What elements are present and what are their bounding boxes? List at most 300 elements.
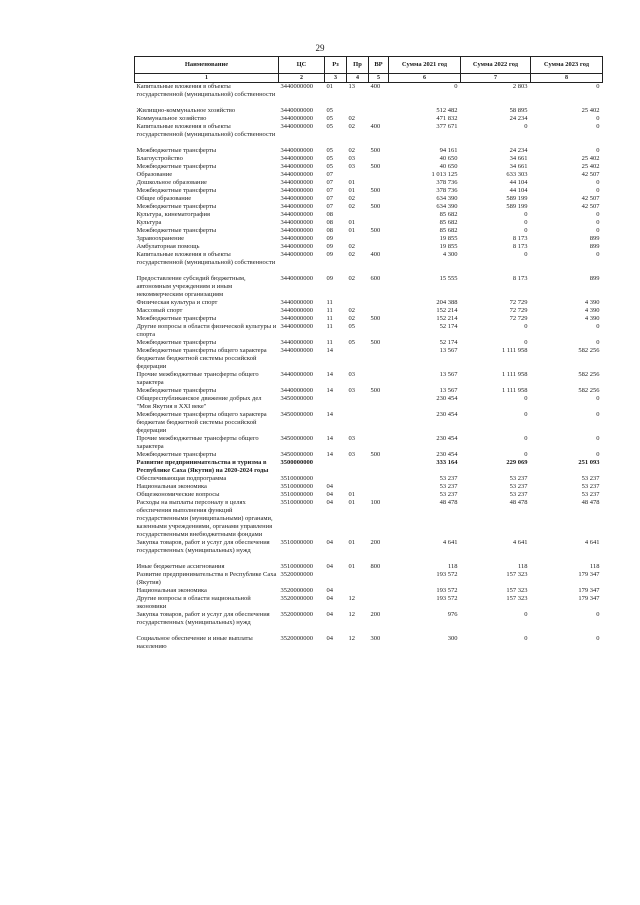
row-vr	[369, 587, 389, 595]
row-rz: 14	[326, 371, 333, 378]
row-sum-2021: 0	[454, 83, 458, 90]
row-name: Иные бюджетные ассигнования	[136, 563, 225, 570]
row-sum-2023: 4 641	[584, 539, 600, 546]
row-sum-2021: 1 013 125	[431, 171, 458, 178]
table-row	[135, 251, 603, 275]
row-pr	[347, 211, 369, 219]
table-row	[135, 611, 603, 635]
row-sum-2023: 4 390	[584, 307, 600, 314]
row-cs: 3500000000	[280, 459, 313, 466]
row-pr: 02	[348, 243, 355, 250]
row-name: Развитие предпринимательства и туризма в Республике Саха (Якутия) на 2020-2024 годы	[136, 459, 269, 474]
row-sum-2022: 1 111 958	[501, 371, 528, 378]
row-sum-2021: 193 572	[436, 595, 458, 602]
row-name: Общереспубликанское движение добрых дел "Моя Якутия в XXI веке"	[136, 395, 262, 410]
row-cs: 3440000000	[280, 107, 313, 114]
row-vr: 400	[370, 251, 381, 258]
row-name: Дошкольное образование	[136, 179, 207, 186]
row-sum-2021: 230 454	[436, 411, 458, 418]
row-name: Закупка товаров, работ и услуг для обеспечения государственных (муниципальных) нужд	[136, 611, 270, 626]
row-name: Межбюджетные трансферты	[136, 163, 217, 170]
row-sum-2022: 157 323	[506, 587, 528, 594]
row-vr	[369, 459, 389, 475]
row-sum-2022: 1 111 958	[501, 347, 528, 354]
row-cs: 3440000000	[280, 251, 313, 258]
row-sum-2022: 1 111 958	[501, 387, 528, 394]
row-rz: 09	[326, 235, 333, 242]
row-vr	[369, 595, 389, 611]
row-name: Культура, кинематография	[136, 211, 210, 218]
table-row	[135, 299, 603, 307]
row-pr: 01	[348, 499, 355, 506]
row-sum-2023: 0	[596, 451, 600, 458]
row-sum-2022: 8 173	[512, 275, 528, 282]
table-row	[135, 83, 603, 108]
row-rz: 14	[326, 411, 333, 418]
row-vr	[369, 219, 389, 227]
row-sum-2023: 0	[596, 251, 600, 258]
row-cs: 3440000000	[280, 147, 313, 154]
row-cs: 3440000000	[280, 243, 313, 250]
row-sum-2023: 4 390	[584, 315, 600, 322]
row-vr	[369, 195, 389, 203]
page-number: 29	[315, 43, 325, 53]
row-sum-2022: 589 199	[506, 195, 528, 202]
table-row	[135, 195, 603, 203]
row-vr: 400	[370, 83, 381, 90]
row-cs: 3520000000	[280, 595, 313, 602]
row-sum-2021: 471 832	[436, 115, 458, 122]
row-pr: 13	[348, 83, 355, 90]
row-name: Межбюджетные трансферты общего характера бюджетам бюджетной системы российской федерации	[136, 347, 267, 370]
row-sum-2021: 13 567	[439, 371, 458, 378]
row-pr: 02	[348, 195, 355, 202]
row-cs: 3510000000	[280, 483, 313, 490]
row-sum-2021: 634 390	[436, 203, 458, 210]
row-cs: 3440000000	[280, 211, 313, 218]
row-sum-2023: 53 237	[581, 491, 600, 498]
column-number: 6	[389, 74, 461, 83]
table-row	[135, 171, 603, 179]
row-sum-2021: 377 671	[436, 123, 458, 130]
row-pr: 02	[348, 275, 355, 282]
row-pr: 12	[348, 611, 355, 618]
table-row	[135, 227, 603, 235]
row-sum-2022: 0	[524, 435, 528, 442]
row-vr: 500	[370, 315, 381, 322]
row-sum-2022: 0	[524, 219, 528, 226]
row-pr: 03	[348, 163, 355, 170]
row-rz: 11	[326, 339, 333, 346]
column-number: 4	[347, 74, 369, 83]
row-pr: 01	[348, 563, 355, 570]
row-sum-2023: 0	[596, 219, 600, 226]
row-sum-2023: 25 402	[581, 155, 600, 162]
table-row	[135, 451, 603, 459]
row-name: Капитальные вложения в объекты государственной (муниципальной) собственности	[136, 251, 276, 266]
row-sum-2023: 0	[596, 187, 600, 194]
row-sum-2021: 118	[447, 563, 458, 570]
row-vr	[369, 115, 389, 123]
row-vr	[369, 235, 389, 243]
header-cs: ЦС	[279, 57, 325, 74]
row-vr	[369, 107, 389, 115]
row-sum-2021: 204 388	[436, 299, 458, 306]
table-row	[135, 179, 603, 187]
budget-table	[134, 56, 603, 651]
row-cs: 3440000000	[280, 387, 313, 394]
header-sum-2023: Сумма 2023 год	[531, 57, 603, 74]
row-sum-2021: 13 567	[439, 387, 458, 394]
row-pr: 01	[348, 187, 355, 194]
table-row	[135, 475, 603, 483]
row-sum-2023: 0	[596, 635, 600, 642]
row-cs: 3440000000	[280, 275, 313, 282]
row-sum-2023: 0	[596, 323, 600, 330]
row-rz: 08	[326, 227, 333, 234]
row-sum-2021: 85 682	[439, 227, 458, 234]
row-rz: 14	[326, 435, 333, 442]
row-sum-2023: 0	[596, 411, 600, 418]
row-pr	[347, 571, 369, 587]
row-cs: 3440000000	[280, 323, 313, 330]
row-vr	[369, 307, 389, 315]
row-sum-2022: 0	[524, 451, 528, 458]
row-cs: 3510000000	[280, 539, 313, 546]
row-sum-2022: 0	[524, 635, 528, 642]
table-row	[135, 147, 603, 155]
row-sum-2022: 157 323	[506, 571, 528, 578]
row-vr	[369, 371, 389, 387]
row-name: Межбюджетные трансферты	[136, 339, 217, 346]
row-rz: 11	[326, 299, 333, 306]
row-sum-2023: 42 507	[581, 195, 600, 202]
row-name: Культура	[136, 219, 162, 226]
row-name: Амбулаторная помощь	[136, 243, 200, 250]
row-name: Межбюджетные трансферты	[136, 187, 217, 194]
row-sum-2022: 72 729	[509, 299, 528, 306]
row-name: Закупка товаров, работ и услуг для обеспечения государственных (муниципальных) нужд	[136, 539, 270, 554]
row-pr	[347, 459, 369, 475]
row-sum-2023: 0	[596, 147, 600, 154]
table-row	[135, 211, 603, 219]
row-cs: 3440000000	[280, 155, 313, 162]
budget-table-container	[134, 56, 602, 651]
table-row	[135, 339, 603, 347]
row-name: Социальное обеспечение и иные выплаты населению	[136, 635, 253, 650]
row-sum-2021: 13 567	[439, 347, 458, 354]
row-vr	[369, 299, 389, 307]
table-body	[135, 83, 603, 652]
row-rz: 09	[326, 275, 333, 282]
row-pr	[347, 299, 369, 307]
row-rz: 07	[326, 171, 333, 178]
row-vr: 200	[370, 611, 381, 618]
row-name: Национальная экономика	[136, 587, 207, 594]
row-pr: 02	[348, 123, 355, 130]
row-cs: 3510000000	[280, 475, 313, 482]
row-name: Межбюджетные трансферты	[136, 203, 217, 210]
row-name: Жилищно-коммунальное хозяйство	[136, 107, 236, 114]
row-sum-2022: 0	[524, 227, 528, 234]
table-row	[135, 115, 603, 123]
row-rz: 05	[326, 147, 333, 154]
row-sum-2022: 34 661	[509, 163, 528, 170]
table-row	[135, 155, 603, 163]
row-sum-2023: 53 237	[581, 483, 600, 490]
row-sum-2021: 152 214	[436, 315, 458, 322]
header-pr: Пр	[347, 57, 369, 74]
row-name: Благоустройство	[136, 155, 183, 162]
row-sum-2021: 48 478	[439, 499, 458, 506]
row-vr	[369, 435, 389, 451]
row-sum-2021: 976	[447, 611, 458, 618]
row-cs: 3440000000	[280, 235, 313, 242]
row-sum-2023: 179 347	[578, 595, 600, 602]
row-name: Общее образование	[136, 195, 192, 202]
column-number: 2	[279, 74, 325, 83]
row-rz: 04	[326, 483, 333, 490]
row-vr: 800	[370, 563, 381, 570]
column-number: 7	[461, 74, 531, 83]
row-sum-2021: 634 390	[436, 195, 458, 202]
row-sum-2023: 0	[596, 211, 600, 218]
row-pr	[347, 107, 369, 115]
row-sum-2022: 4 641	[512, 539, 528, 546]
row-cs: 3450000000	[280, 395, 313, 402]
row-vr: 100	[370, 499, 381, 506]
row-rz: 05	[326, 163, 333, 170]
row-vr: 500	[370, 387, 381, 394]
table-row	[135, 163, 603, 171]
row-pr	[347, 347, 369, 371]
row-pr: 03	[348, 387, 355, 394]
row-pr: 03	[348, 435, 355, 442]
row-sum-2021: 52 174	[439, 323, 458, 330]
row-cs: 3520000000	[280, 635, 313, 642]
row-name: Другие вопросы в области физической культуры и спорта	[136, 323, 277, 338]
row-cs: 3440000000	[280, 179, 313, 186]
row-sum-2023: 582 256	[578, 387, 600, 394]
row-rz: 04	[326, 635, 333, 642]
row-name: Коммунальное хозяйство	[136, 115, 207, 122]
row-sum-2023: 0	[596, 115, 600, 122]
row-pr	[347, 411, 369, 435]
table-row	[135, 347, 603, 371]
table-row	[135, 635, 603, 651]
row-rz: 05	[326, 115, 333, 122]
row-rz: 04	[326, 587, 333, 594]
row-sum-2022: 0	[524, 251, 528, 258]
row-cs: 3440000000	[280, 227, 313, 234]
row-pr: 03	[348, 371, 355, 378]
row-sum-2021: 230 454	[436, 395, 458, 402]
row-sum-2022: 53 237	[509, 475, 528, 482]
table-row	[135, 595, 603, 611]
column-number: 3	[325, 74, 347, 83]
row-sum-2022: 633 303	[506, 171, 528, 178]
row-rz: 09	[326, 251, 333, 258]
row-vr	[369, 483, 389, 491]
row-rz: 07	[326, 179, 333, 186]
row-sum-2022: 229 069	[506, 459, 528, 466]
row-rz: 04	[326, 563, 333, 570]
row-name: Межбюджетные трансферты общего характера бюджетам бюджетной системы российской федерации	[136, 411, 267, 434]
table-row	[135, 123, 603, 147]
row-vr	[369, 179, 389, 187]
row-sum-2022: 24 234	[509, 147, 528, 154]
row-vr: 400	[370, 123, 381, 130]
row-cs: 3440000000	[280, 203, 313, 210]
table-row	[135, 491, 603, 499]
table-row	[135, 435, 603, 451]
row-sum-2021: 378 736	[436, 179, 458, 186]
row-rz: 08	[326, 211, 333, 218]
header-vr: ВР	[369, 57, 389, 74]
row-pr: 12	[348, 635, 355, 642]
row-rz: 05	[326, 155, 333, 162]
header-sum-2022: Сумма 2022 год	[461, 57, 531, 74]
row-sum-2022: 48 478	[509, 499, 528, 506]
table-row	[135, 539, 603, 563]
row-sum-2021: 378 736	[436, 187, 458, 194]
row-sum-2021: 53 237	[439, 483, 458, 490]
row-sum-2023: 25 402	[581, 107, 600, 114]
row-sum-2021: 94 161	[439, 147, 458, 154]
table-row	[135, 459, 603, 475]
row-sum-2023: 42 507	[581, 171, 600, 178]
row-name: Расходы на выплаты персоналу в целях обеспечения выполнения функций государственными (муниципальными) органами, казенными учреждениями, органами управления государственными внебюджетными фондами	[136, 499, 273, 538]
row-pr: 02	[348, 203, 355, 210]
row-cs: 3450000000	[280, 411, 313, 418]
row-sum-2022: 8 173	[512, 243, 528, 250]
table-row	[135, 411, 603, 435]
table-row	[135, 499, 603, 539]
row-rz: 04	[326, 491, 333, 498]
row-sum-2021: 333 164	[436, 459, 458, 466]
table-row	[135, 307, 603, 315]
row-name: Образование	[136, 171, 173, 178]
row-sum-2023: 42 507	[581, 203, 600, 210]
row-sum-2022: 2 803	[512, 83, 528, 90]
row-pr: 02	[348, 315, 355, 322]
row-sum-2023: 4 390	[584, 299, 600, 306]
table-row	[135, 275, 603, 299]
row-vr: 500	[370, 187, 381, 194]
row-sum-2022: 58 895	[509, 107, 528, 114]
row-cs: 3440000000	[280, 347, 313, 354]
row-rz: 04	[326, 611, 333, 618]
row-rz: 07	[326, 187, 333, 194]
row-cs: 3510000000	[280, 499, 313, 506]
row-rz: 05	[326, 107, 333, 114]
table-row	[135, 235, 603, 243]
table-header	[135, 57, 603, 83]
row-rz: 14	[326, 347, 333, 354]
row-rz: 14	[326, 387, 333, 394]
row-vr	[369, 475, 389, 483]
row-rz: 04	[326, 499, 333, 506]
row-rz	[325, 395, 347, 411]
table-row	[135, 203, 603, 211]
row-vr: 500	[370, 163, 381, 170]
row-cs: 3440000000	[280, 371, 313, 378]
row-sum-2021: 40 650	[439, 163, 458, 170]
row-cs: 3510000000	[280, 491, 313, 498]
row-pr	[347, 395, 369, 411]
row-sum-2021: 40 650	[439, 155, 458, 162]
row-name: Прочие межбюджетные трансферты общего характера	[136, 371, 259, 386]
row-sum-2022: 157 323	[506, 595, 528, 602]
row-pr: 01	[348, 227, 355, 234]
row-name: Межбюджетные трансферты	[136, 387, 217, 394]
row-sum-2021: 85 682	[439, 211, 458, 218]
row-sum-2023: 251 093	[578, 459, 600, 466]
row-pr: 02	[348, 115, 355, 122]
row-sum-2023: 0	[596, 435, 600, 442]
row-sum-2023: 0	[596, 395, 600, 402]
row-sum-2021: 19 855	[439, 235, 458, 242]
table-row	[135, 395, 603, 411]
row-pr	[347, 483, 369, 491]
row-vr	[369, 411, 389, 435]
row-vr: 500	[370, 339, 381, 346]
row-sum-2022: 53 237	[509, 491, 528, 498]
table-row	[135, 387, 603, 395]
row-sum-2023: 0	[596, 611, 600, 618]
row-cs: 3440000000	[280, 187, 313, 194]
row-sum-2023: 0	[596, 179, 600, 186]
row-name: Другие вопросы в области национальной экономики	[136, 595, 251, 610]
row-name: Капитальные вложения в объекты государственной (муниципальной) собственности	[136, 123, 276, 138]
row-pr: 01	[348, 491, 355, 498]
table-row	[135, 187, 603, 195]
row-sum-2022: 0	[524, 611, 528, 618]
row-name: Развитие предпринимательства в Республике Саха (Якутия)	[136, 571, 277, 586]
row-cs: 3520000000	[280, 571, 313, 578]
row-sum-2022: 44 104	[509, 179, 528, 186]
row-cs: 3440000000	[280, 123, 313, 130]
row-pr: 01	[348, 539, 355, 546]
column-number: 8	[531, 74, 603, 83]
row-name: Здравоохранение	[136, 235, 184, 242]
row-cs: 3440000000	[280, 115, 313, 122]
row-cs: 3440000000	[280, 299, 313, 306]
row-sum-2022: 34 661	[509, 155, 528, 162]
row-pr: 03	[348, 451, 355, 458]
table-row	[135, 371, 603, 387]
row-name: Межбюджетные трансферты	[136, 451, 217, 458]
row-cs: 3440000000	[280, 83, 313, 90]
row-sum-2021: 19 855	[439, 243, 458, 250]
row-sum-2023: 25 402	[581, 163, 600, 170]
row-rz	[325, 571, 347, 587]
row-name: Межбюджетные трансферты	[136, 227, 217, 234]
row-sum-2023: 0	[596, 83, 600, 90]
row-sum-2023: 899	[589, 275, 600, 282]
row-vr	[369, 211, 389, 219]
row-cs: 3440000000	[280, 171, 313, 178]
row-cs: 3440000000	[280, 315, 313, 322]
row-sum-2022: 8 173	[512, 235, 528, 242]
row-sum-2023: 0	[596, 339, 600, 346]
row-sum-2021: 230 454	[436, 451, 458, 458]
row-cs: 3440000000	[280, 339, 313, 346]
row-sum-2022: 0	[524, 339, 528, 346]
header-name: Наименование	[135, 57, 279, 74]
row-cs: 3520000000	[280, 611, 313, 618]
row-cs: 3440000000	[280, 219, 313, 226]
